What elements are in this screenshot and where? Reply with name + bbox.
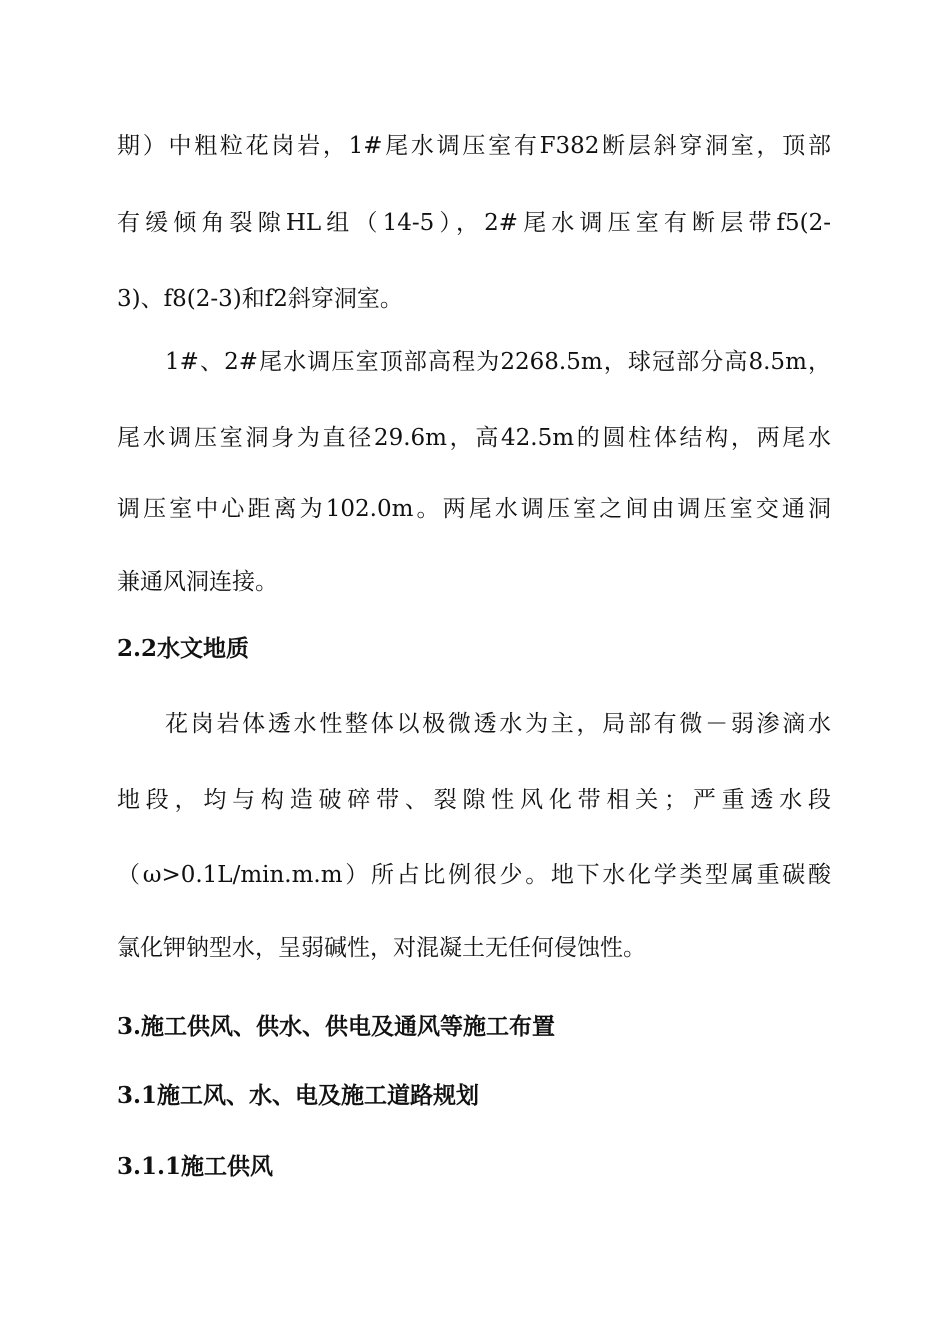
section-heading-3-1-1: 3.1.1施工供风 <box>117 1153 274 1180</box>
paragraph-2-line-1: 1#、2#尾水调压室顶部高程为2268.5m，球冠部分高8.5m， <box>165 349 831 375</box>
section-heading-3-1: 3.1施工风、水、电及施工道路规划 <box>117 1082 480 1109</box>
paragraph-3-line-4: 氯化钾钠型水，呈弱碱性，对混凝土无任何侵蚀性。 <box>117 935 646 961</box>
paragraph-1-line-1: 期）中粗粒花岗岩，1#尾水调压室有F382断层斜穿洞室，顶部 <box>117 133 831 159</box>
paragraph-3-line-2: 地段，均与构造破碎带、裂隙性风化带相关；严重透水段 <box>117 787 831 813</box>
paragraph-2-line-3: 调压室中心距离为102.0m。两尾水调压室之间由调压室交通洞 <box>117 496 831 522</box>
section-heading-3: 3.施工供风、供水、供电及通风等施工布置 <box>117 1013 556 1040</box>
paragraph-1-line-3: 3)、f8(2-3)和f2斜穿洞室。 <box>117 286 403 312</box>
paragraph-3-line-3: （ω>0.1L/min.m.m）所占比例很少。地下水化学类型属重碳酸 <box>117 862 831 888</box>
paragraph-1-line-2: 有缓倾角裂隙HL组（14-5），2#尾水调压室有断层带f5(2- <box>117 210 831 236</box>
paragraph-2-line-4: 兼通风洞连接。 <box>117 569 278 595</box>
paragraph-3-line-1: 花岗岩体透水性整体以极微透水为主，局部有微－弱渗滴水 <box>165 711 831 737</box>
paragraph-2-line-2: 尾水调压室洞身为直径29.6m，高42.5m的圆柱体结构，两尾水 <box>117 425 831 451</box>
section-heading-2-2: 2.2水文地质 <box>117 635 250 662</box>
